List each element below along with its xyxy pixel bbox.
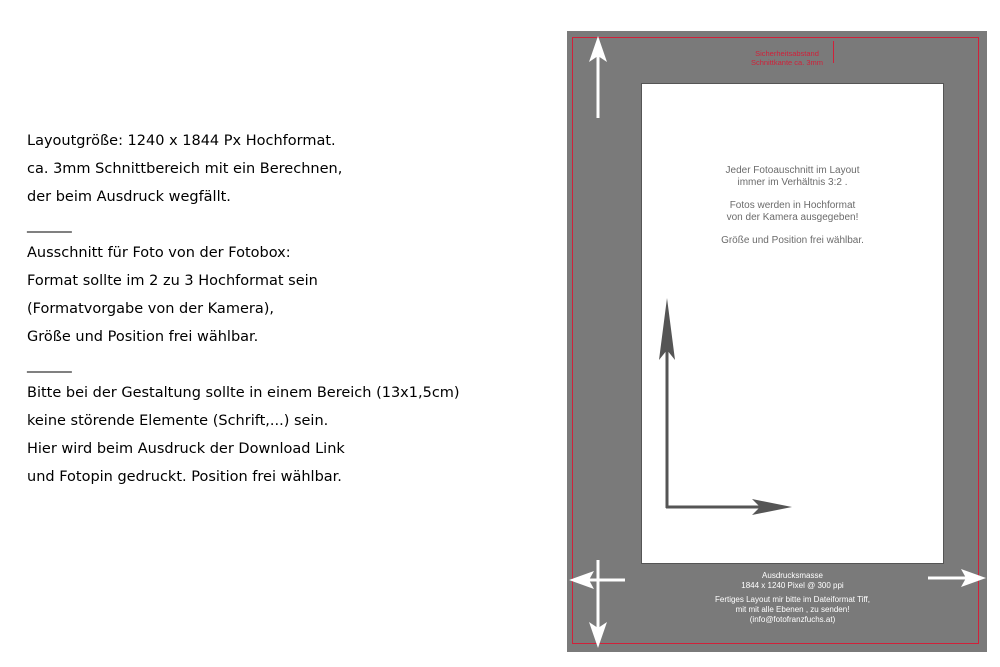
note-line: von der Kamera ausgegeben! — [726, 212, 859, 223]
note-line: Jeder Fotoauschnitt im Layout — [725, 165, 860, 176]
instruction-line: Größe und Position frei wählbar. — [27, 329, 259, 345]
print-note: Fertiges Layout mir bitte im Dateiformat Tiff, — [714, 595, 870, 604]
print-title: Ausdrucksmasse — [762, 571, 823, 580]
instruction-line: der beim Ausdruck wegfällt. — [27, 189, 231, 205]
safety-margin-label — [727, 49, 847, 67]
separator-line: _______ — [27, 217, 71, 233]
instruction-line: Hier wird beim Ausdruck der Download Link — [27, 441, 345, 457]
note-line: Fotos werden in Hochformat — [729, 200, 856, 211]
instruction-line: Bitte bei der Gestaltung sollte in einem Bereich (13x1,5cm) — [27, 385, 460, 401]
instruction-line: Layoutgröße: 1240 x 1844 Px Hochformat. — [27, 133, 336, 149]
note-line: immer im Verhältnis 3:2 . — [737, 177, 848, 188]
photo-area — [641, 83, 944, 564]
instruction-line: keine störende Elemente (Schrift,...) sein. — [27, 413, 329, 429]
print-dimensions — [641, 571, 944, 625]
layout-template — [567, 31, 987, 652]
separator-line: _______ — [27, 357, 71, 373]
instruction-line: (Formatvorgabe von der Kamera), — [27, 301, 274, 317]
contact-email: (info@fotofranzfuchs.at) — [749, 615, 836, 624]
print-note: mit mit alle Ebenen , zu senden! — [735, 605, 850, 614]
safety-label-line: Schnittkante ca. 3mm — [750, 58, 824, 67]
layout-instructions — [27, 127, 527, 491]
instruction-line: Ausschnitt für Foto von der Fotobox: — [27, 245, 291, 261]
note-paragraph — [641, 200, 944, 224]
print-size: 1844 x 1240 Pixel @ 300 ppi — [741, 581, 844, 590]
note-paragraph — [641, 165, 944, 189]
safety-label-line: Sicherheitsabstand — [755, 49, 819, 58]
note-paragraph — [641, 235, 944, 247]
instruction-line: ca. 3mm Schnittbereich mit ein Berechnen, — [27, 161, 343, 177]
instruction-line: Format sollte im 2 zu 3 Hochformat sein — [27, 273, 318, 289]
photo-area-notes — [641, 165, 944, 258]
instruction-line: und Fotopin gedruckt. Position frei wählbar. — [27, 469, 342, 485]
note-line: Größe und Position frei wählbar. — [721, 235, 864, 246]
